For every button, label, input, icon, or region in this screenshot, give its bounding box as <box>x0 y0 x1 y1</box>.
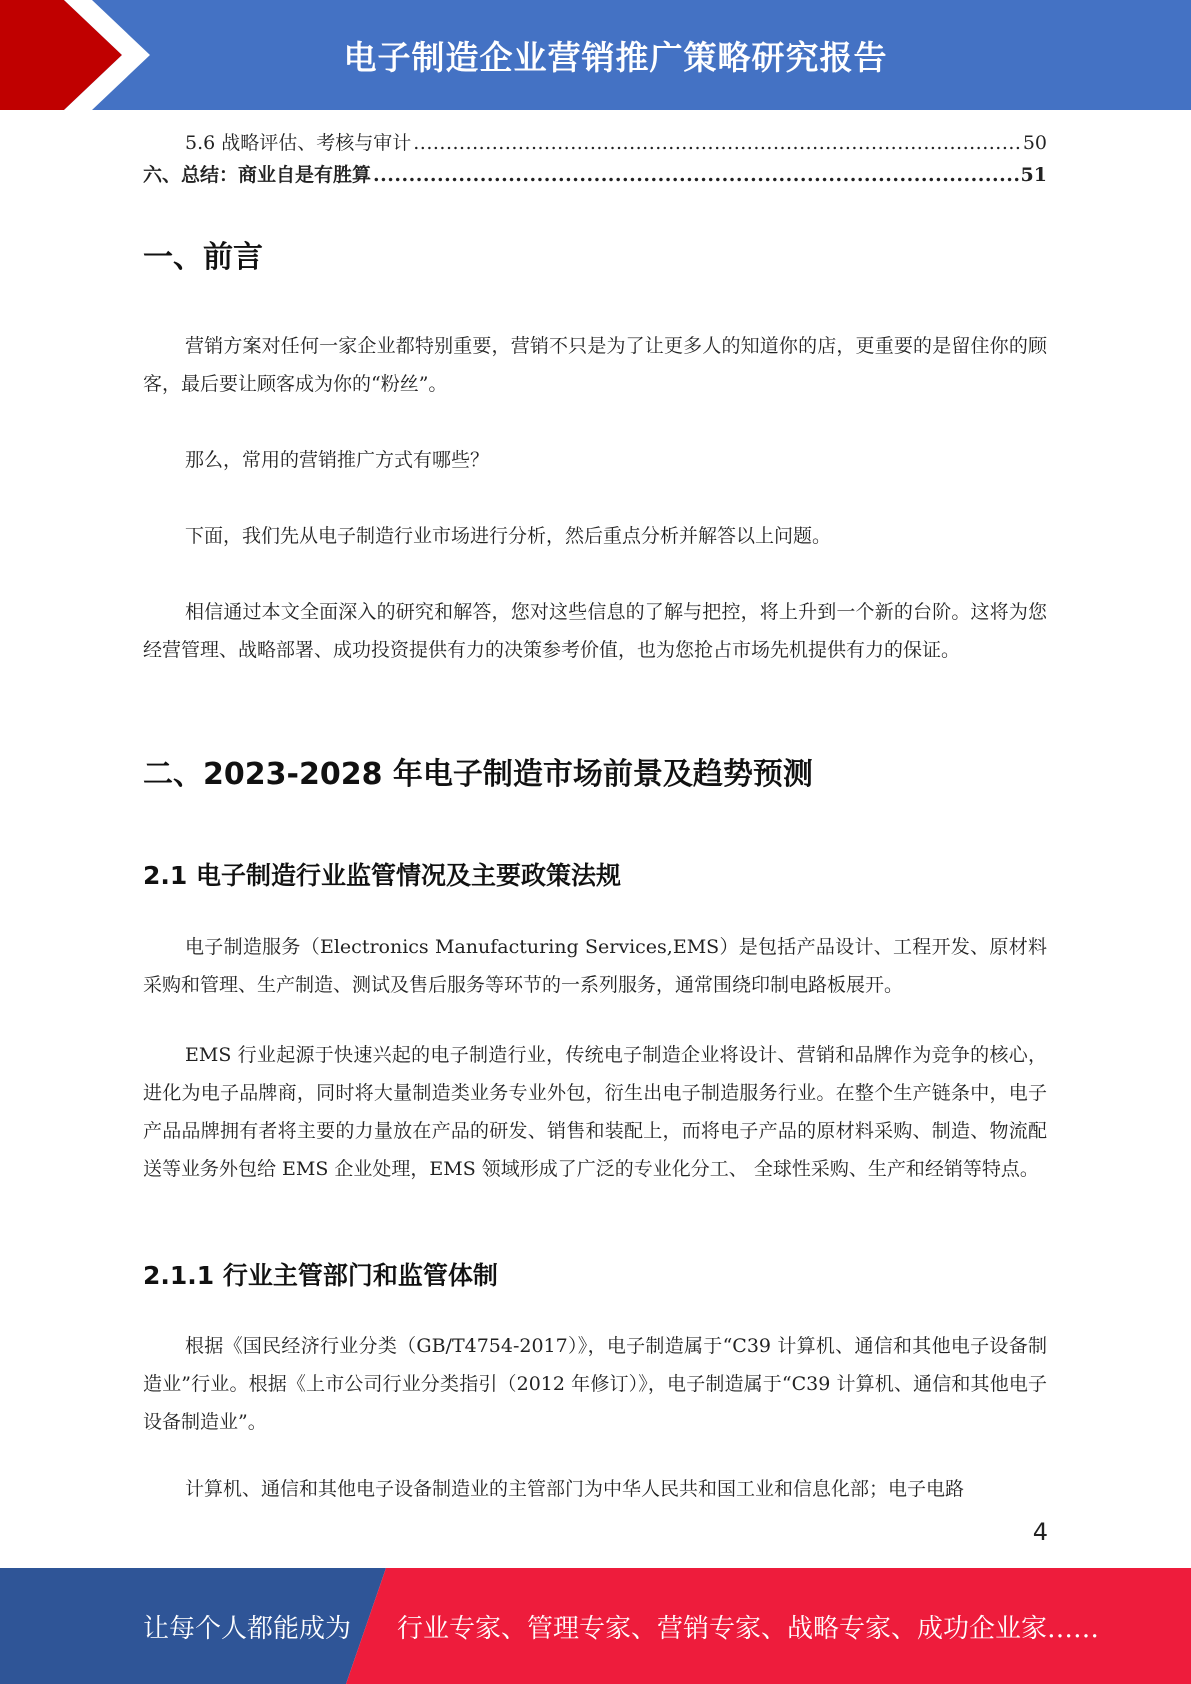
paragraph: 营销方案对任何一家企业都特别重要，营销不只是为了让更多人的知道你的店，更重要的是留住你的顾客，最后要让顾客成为你的“粉丝”。 <box>143 335 1047 395</box>
section-heading: 2.1 电子制造行业监管情况及主要政策法规 <box>143 861 621 890</box>
paragraph: 根据《国民经济行业分类（GB/T4754-2017）》，电子制造属于“C39 计算机、通信和其他电子设备制造业”行业。根据《上市公司行业分类指引（2012 年修订）》，电子制造属于“C39 计算机、通信和其他电子设备制造业”。 <box>143 1335 1047 1433</box>
paragraph: 电子制造服务（Electronics Manufacturing Services,EMS）是包括产品设计、工程开发、原材料采购和管理、生产制造、测试及售后服务等环节的一系列服务，通常围绕印制电路板展开。 <box>143 936 1047 996</box>
header-title: 电子制造企业营销推广策略研究报告 <box>343 37 888 77</box>
page-number: 4 <box>1032 1518 1048 1546</box>
chapter-heading: 二、2023-2028 年电子制造市场前景及趋势预测 <box>143 757 813 792</box>
toc-entry-page: 50 <box>1022 132 1047 154</box>
toc-leader-dots <box>413 130 1021 156</box>
toc-entry[interactable] <box>143 162 1047 188</box>
toc-entry-label: 5.6 战略评估、考核与审计 <box>185 132 412 154</box>
toc-entry-page: 51 <box>1020 164 1047 186</box>
toc-entry-label: 六、总结：商业自是有胜算 <box>143 164 372 186</box>
paragraph: EMS 行业起源于快速兴起的电子制造行业，传统电子制造企业将设计、营销和品牌作为竞争的核心，进化为电子品牌商，同时将大量制造类业务专业外包，衍生出电子制造服务行业。在整个生产链条中，电子产品品牌拥有者将主要的力量放在产品的研发、销售和装配上，而将电子产品的原材料采购、制造、物流配送等业务外包给 EMS 企业处理，EMS 领域形成了广泛的专业化分工、 全球性采购、生产和经销等特点。 <box>143 1044 1047 1180</box>
paragraph: 下面，我们先从电子制造行业市场进行分析，然后重点分析并解答以上问题。 <box>185 525 832 547</box>
page-header <box>0 0 1191 110</box>
preface-heading: 一、前言 <box>143 240 263 275</box>
subsection-heading: 2.1.1 行业主管部门和监管体制 <box>143 1261 498 1290</box>
footer-slogan-left: 让每个人都能成为 <box>143 1613 352 1644</box>
paragraph: 计算机、通信和其他电子设备制造业的主管部门为中华人民共和国工业和信息化部；电子电路 <box>185 1478 965 1500</box>
paragraph: 那么，常用的营销推广方式有哪些？ <box>185 449 490 471</box>
footer-slogan-right: 行业专家、管理专家、营销专家、战略专家、成功企业家…… <box>397 1613 1100 1644</box>
paragraph: 相信通过本文全面深入的研究和解答，您对这些信息的了解与把控，将上升到一个新的台阶。这将为您经营管理、战略部署、成功投资提供有力的决策参考价值，也为您抢占市场先机提供有力的保证。 <box>143 601 1047 661</box>
page-footer <box>0 1568 1191 1684</box>
toc-entry[interactable] <box>143 130 1047 156</box>
toc-leader-dots <box>373 162 1019 188</box>
